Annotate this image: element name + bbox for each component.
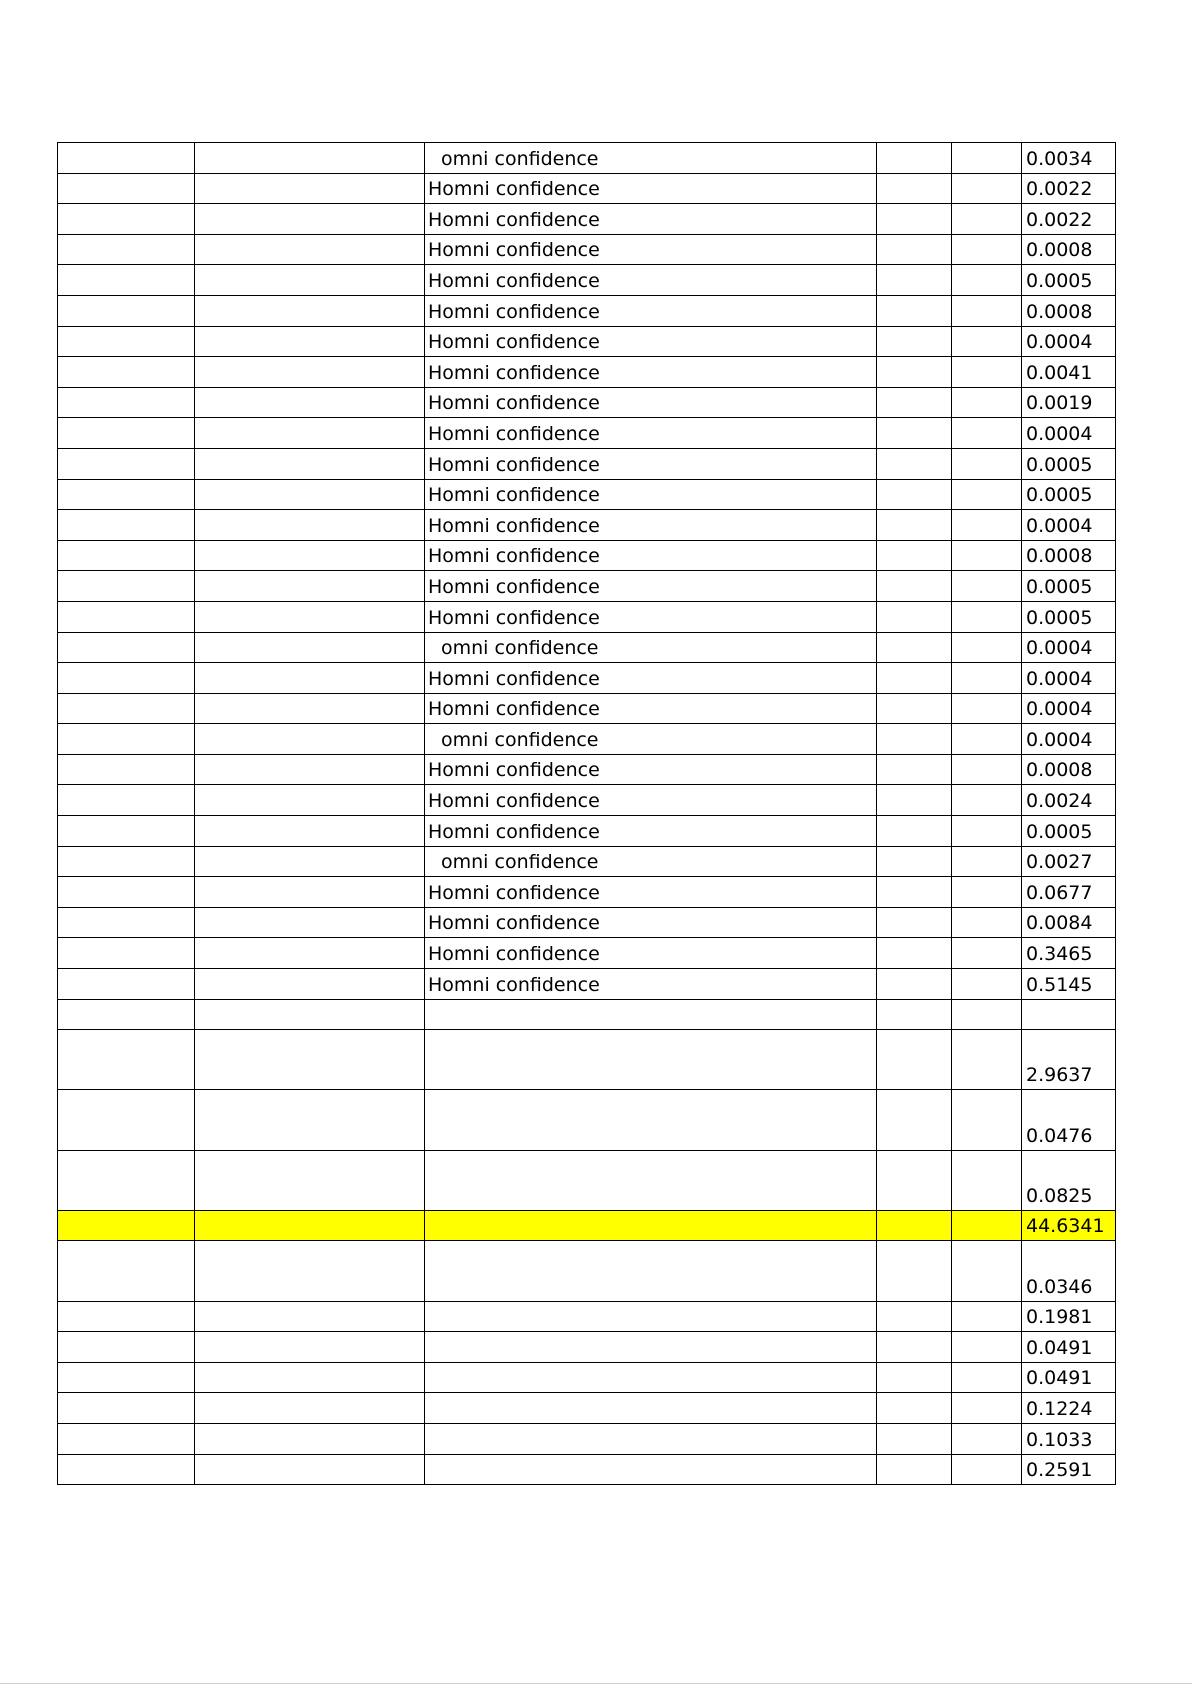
cell-label[interactable]: Homni confidence (425, 418, 877, 449)
cell-value[interactable]: 0.2591 (1022, 1454, 1116, 1485)
cell-col-e[interactable] (952, 846, 1022, 877)
cell-label[interactable] (425, 1301, 877, 1332)
cell-col-b[interactable] (195, 204, 425, 235)
table-row (58, 143, 1116, 174)
cell-col-e[interactable] (952, 969, 1022, 1000)
cell-col-e[interactable] (952, 479, 1022, 510)
cell-col-b[interactable] (195, 357, 425, 388)
cell-col-d[interactable] (877, 448, 952, 479)
cell-value[interactable]: 0.0027 (1022, 846, 1116, 877)
cell-value[interactable]: 0.0022 (1022, 204, 1116, 235)
page-edge-divider (0, 1683, 1192, 1684)
cell-col-b[interactable] (195, 295, 425, 326)
cell-value[interactable]: 0.0041 (1022, 357, 1116, 388)
cell-col-b[interactable] (195, 1301, 425, 1332)
table-row (58, 1241, 1116, 1301)
table-row (58, 785, 1116, 816)
cell-col-d[interactable] (877, 724, 952, 755)
cell-col-e[interactable] (952, 1150, 1022, 1210)
cell-col-a[interactable] (58, 265, 195, 296)
table-row (58, 1150, 1116, 1210)
cell-col-b[interactable] (195, 724, 425, 755)
cell-col-e[interactable] (952, 204, 1022, 235)
cell-label[interactable]: Homni confidence (425, 663, 877, 694)
cell-value[interactable]: 0.1224 (1022, 1393, 1116, 1424)
cell-label[interactable] (425, 1393, 877, 1424)
cell-col-a[interactable] (58, 816, 195, 847)
table-row (58, 632, 1116, 663)
cell-label[interactable] (425, 999, 877, 1030)
cell-col-e[interactable] (952, 724, 1022, 755)
cell-col-e[interactable] (952, 387, 1022, 418)
table-row (58, 1030, 1116, 1090)
cell-col-e[interactable] (952, 754, 1022, 785)
cell-col-b[interactable] (195, 1030, 425, 1090)
cell-col-a[interactable] (58, 173, 195, 204)
cell-col-b[interactable] (195, 632, 425, 663)
cell-col-b[interactable] (195, 418, 425, 449)
cell-col-d[interactable] (877, 479, 952, 510)
cell-label[interactable]: Homni confidence (425, 907, 877, 938)
cell-col-e[interactable] (952, 1301, 1022, 1332)
cell-value[interactable]: 0.0004 (1022, 326, 1116, 357)
cell-label[interactable]: Homni confidence (425, 357, 877, 388)
cell-col-d[interactable] (877, 387, 952, 418)
cell-label[interactable]: Homni confidence (425, 693, 877, 724)
cell-col-b[interactable] (195, 785, 425, 816)
cell-col-e[interactable] (952, 1362, 1022, 1393)
cell-col-d[interactable] (877, 693, 952, 724)
cell-col-a[interactable] (58, 785, 195, 816)
table-row (58, 1454, 1116, 1485)
cell-col-d[interactable] (877, 295, 952, 326)
table-row (58, 663, 1116, 694)
cell-value[interactable]: 0.0004 (1022, 418, 1116, 449)
cell-col-a[interactable] (58, 234, 195, 265)
cell-col-e[interactable] (952, 143, 1022, 174)
cell-value[interactable]: 0.0004 (1022, 510, 1116, 541)
cell-value[interactable]: 0.0004 (1022, 724, 1116, 755)
cell-col-d[interactable] (877, 326, 952, 357)
cell-col-e[interactable] (952, 1030, 1022, 1090)
cell-col-b[interactable] (195, 938, 425, 969)
table-row (58, 816, 1116, 847)
cell-col-b[interactable] (195, 1454, 425, 1485)
cell-value[interactable]: 44.6341 (1022, 1210, 1116, 1241)
cell-label[interactable]: Homni confidence (425, 540, 877, 571)
cell-col-d[interactable] (877, 1150, 952, 1210)
cell-col-e[interactable] (952, 1241, 1022, 1301)
cell-col-e[interactable] (952, 510, 1022, 541)
cell-col-a[interactable] (58, 1332, 195, 1363)
cell-col-d[interactable] (877, 754, 952, 785)
cell-value[interactable]: 0.0008 (1022, 540, 1116, 571)
cell-col-a[interactable] (58, 907, 195, 938)
table-row (58, 1210, 1116, 1241)
cell-label[interactable]: Homni confidence (425, 571, 877, 602)
table-row (58, 418, 1116, 449)
cell-label[interactable] (425, 1030, 877, 1090)
cell-col-e[interactable] (952, 693, 1022, 724)
cell-value[interactable]: 0.0008 (1022, 295, 1116, 326)
cell-col-d[interactable] (877, 969, 952, 1000)
cell-col-d[interactable] (877, 601, 952, 632)
cell-label[interactable]: Homni confidence (425, 938, 877, 969)
cell-col-d[interactable] (877, 1030, 952, 1090)
cell-col-d[interactable] (877, 785, 952, 816)
cell-col-a[interactable] (58, 387, 195, 418)
cell-label[interactable] (425, 1241, 877, 1301)
cell-col-b[interactable] (195, 1423, 425, 1454)
cell-col-b[interactable] (195, 265, 425, 296)
table-body (58, 143, 1116, 1485)
cell-col-a[interactable] (58, 601, 195, 632)
cell-col-e[interactable] (952, 234, 1022, 265)
cell-col-d[interactable] (877, 357, 952, 388)
cell-col-a[interactable] (58, 846, 195, 877)
cell-label[interactable] (425, 1150, 877, 1210)
cell-value[interactable]: 0.0004 (1022, 693, 1116, 724)
table-row (58, 173, 1116, 204)
cell-label[interactable]: omni confidence (425, 724, 877, 755)
cell-col-a[interactable] (58, 724, 195, 755)
cell-value[interactable]: 0.0005 (1022, 265, 1116, 296)
cell-col-d[interactable] (877, 1241, 952, 1301)
cell-col-d[interactable] (877, 571, 952, 602)
cell-col-a[interactable] (58, 204, 195, 235)
cell-col-b[interactable] (195, 1332, 425, 1363)
cell-col-a[interactable] (58, 571, 195, 602)
cell-label[interactable]: Homni confidence (425, 479, 877, 510)
cell-value[interactable]: 0.1033 (1022, 1423, 1116, 1454)
cell-label[interactable]: Homni confidence (425, 785, 877, 816)
cell-value[interactable]: 0.0005 (1022, 601, 1116, 632)
cell-col-b[interactable] (195, 999, 425, 1030)
cell-col-d[interactable] (877, 907, 952, 938)
cell-col-a[interactable] (58, 357, 195, 388)
cell-label[interactable] (425, 1090, 877, 1150)
cell-label[interactable] (425, 1210, 877, 1241)
cell-label[interactable]: Homni confidence (425, 510, 877, 541)
cell-col-a[interactable] (58, 1393, 195, 1424)
cell-col-b[interactable] (195, 969, 425, 1000)
table-row (58, 754, 1116, 785)
cell-col-b[interactable] (195, 877, 425, 908)
cell-col-d[interactable] (877, 510, 952, 541)
cell-value[interactable]: 0.5145 (1022, 969, 1116, 1000)
table-row (58, 479, 1116, 510)
cell-col-b[interactable] (195, 479, 425, 510)
cell-col-b[interactable] (195, 540, 425, 571)
cell-value[interactable]: 0.0084 (1022, 907, 1116, 938)
cell-col-a[interactable] (58, 1362, 195, 1393)
cell-value[interactable]: 0.0019 (1022, 387, 1116, 418)
table-row (58, 724, 1116, 755)
cell-col-a[interactable] (58, 632, 195, 663)
cell-value[interactable]: 0.0491 (1022, 1362, 1116, 1393)
cell-label[interactable]: Homni confidence (425, 173, 877, 204)
cell-value[interactable]: 0.0004 (1022, 632, 1116, 663)
cell-col-d[interactable] (877, 265, 952, 296)
cell-col-a[interactable] (58, 1241, 195, 1301)
cell-value[interactable] (1022, 999, 1116, 1030)
cell-label[interactable]: Homni confidence (425, 265, 877, 296)
cell-col-e[interactable] (952, 448, 1022, 479)
table-row (58, 1423, 1116, 1454)
cell-col-e[interactable] (952, 173, 1022, 204)
cell-col-a[interactable] (58, 969, 195, 1000)
table-row (58, 326, 1116, 357)
cell-col-d[interactable] (877, 1362, 952, 1393)
cell-value[interactable]: 2.9637 (1022, 1030, 1116, 1090)
cell-col-e[interactable] (952, 999, 1022, 1030)
cell-col-e[interactable] (952, 1454, 1022, 1485)
cell-col-b[interactable] (195, 1241, 425, 1301)
cell-col-b[interactable] (195, 846, 425, 877)
cell-col-a[interactable] (58, 1030, 195, 1090)
cell-col-a[interactable] (58, 1210, 195, 1241)
cell-col-e[interactable] (952, 907, 1022, 938)
table-row (58, 1362, 1116, 1393)
table-row (58, 387, 1116, 418)
cell-col-e[interactable] (952, 1090, 1022, 1150)
cell-label[interactable]: Homni confidence (425, 969, 877, 1000)
cell-col-d[interactable] (877, 1423, 952, 1454)
table-row (58, 357, 1116, 388)
cell-col-d[interactable] (877, 234, 952, 265)
cell-col-b[interactable] (195, 663, 425, 694)
cell-col-b[interactable] (195, 1090, 425, 1150)
cell-col-d[interactable] (877, 1210, 952, 1241)
cell-col-e[interactable] (952, 877, 1022, 908)
cell-col-a[interactable] (58, 510, 195, 541)
cell-col-e[interactable] (952, 295, 1022, 326)
cell-label[interactable]: Homni confidence (425, 754, 877, 785)
cell-label[interactable]: omni confidence (425, 846, 877, 877)
cell-col-e[interactable] (952, 571, 1022, 602)
cell-col-b[interactable] (195, 571, 425, 602)
cell-value[interactable]: 0.0491 (1022, 1332, 1116, 1363)
cell-col-a[interactable] (58, 1150, 195, 1210)
cell-label[interactable] (425, 1454, 877, 1485)
table-row (58, 969, 1116, 1000)
cell-label[interactable] (425, 1332, 877, 1363)
cell-value[interactable]: 0.0022 (1022, 173, 1116, 204)
cell-col-d[interactable] (877, 1301, 952, 1332)
cell-col-a[interactable] (58, 999, 195, 1030)
cell-col-b[interactable] (195, 1210, 425, 1241)
cell-col-d[interactable] (877, 1393, 952, 1424)
cell-col-a[interactable] (58, 1423, 195, 1454)
cell-col-e[interactable] (952, 418, 1022, 449)
cell-label[interactable]: Homni confidence (425, 601, 877, 632)
cell-col-a[interactable] (58, 1090, 195, 1150)
cell-label[interactable] (425, 1423, 877, 1454)
cell-col-d[interactable] (877, 846, 952, 877)
cell-col-d[interactable] (877, 877, 952, 908)
table-row (58, 846, 1116, 877)
cell-col-b[interactable] (195, 234, 425, 265)
cell-col-b[interactable] (195, 326, 425, 357)
cell-label[interactable]: Homni confidence (425, 204, 877, 235)
cell-col-e[interactable] (952, 632, 1022, 663)
cell-value[interactable]: 0.0005 (1022, 816, 1116, 847)
cell-value[interactable]: 0.0034 (1022, 143, 1116, 174)
table-row (58, 601, 1116, 632)
cell-value[interactable]: 0.1981 (1022, 1301, 1116, 1332)
cell-col-d[interactable] (877, 938, 952, 969)
cell-value[interactable]: 0.0825 (1022, 1150, 1116, 1210)
table-row (58, 907, 1116, 938)
table-row (58, 877, 1116, 908)
cell-col-b[interactable] (195, 693, 425, 724)
table-row (58, 938, 1116, 969)
cell-col-e[interactable] (952, 663, 1022, 694)
cell-label[interactable]: Homni confidence (425, 877, 877, 908)
cell-col-a[interactable] (58, 877, 195, 908)
cell-value[interactable]: 0.0476 (1022, 1090, 1116, 1150)
cell-col-a[interactable] (58, 326, 195, 357)
cell-col-d[interactable] (877, 143, 952, 174)
cell-col-b[interactable] (195, 1393, 425, 1424)
cell-col-d[interactable] (877, 816, 952, 847)
cell-col-e[interactable] (952, 1423, 1022, 1454)
cell-value[interactable]: 0.0005 (1022, 571, 1116, 602)
cell-label[interactable] (425, 1362, 877, 1393)
cell-col-d[interactable] (877, 418, 952, 449)
cell-col-b[interactable] (195, 448, 425, 479)
cell-label[interactable]: omni confidence (425, 632, 877, 663)
cell-label[interactable]: Homni confidence (425, 448, 877, 479)
cell-value[interactable]: 0.0008 (1022, 234, 1116, 265)
cell-value[interactable]: 0.0005 (1022, 448, 1116, 479)
table-row (58, 540, 1116, 571)
cell-col-a[interactable] (58, 295, 195, 326)
cell-col-e[interactable] (952, 265, 1022, 296)
cell-col-d[interactable] (877, 173, 952, 204)
table-row (58, 1332, 1116, 1363)
cell-col-b[interactable] (195, 143, 425, 174)
cell-col-b[interactable] (195, 601, 425, 632)
table-row (58, 234, 1116, 265)
table-row (58, 448, 1116, 479)
cell-col-d[interactable] (877, 204, 952, 235)
cell-col-b[interactable] (195, 510, 425, 541)
cell-label[interactable]: Homni confidence (425, 234, 877, 265)
cell-label[interactable]: omni confidence (425, 143, 877, 174)
cell-value[interactable]: 0.0024 (1022, 785, 1116, 816)
cell-col-d[interactable] (877, 663, 952, 694)
cell-value[interactable]: 0.0346 (1022, 1241, 1116, 1301)
cell-col-d[interactable] (877, 1454, 952, 1485)
cell-value[interactable]: 0.3465 (1022, 938, 1116, 969)
cell-col-b[interactable] (195, 1150, 425, 1210)
cell-value[interactable]: 0.0004 (1022, 663, 1116, 694)
cell-col-a[interactable] (58, 693, 195, 724)
cell-label[interactable]: Homni confidence (425, 295, 877, 326)
cell-col-e[interactable] (952, 326, 1022, 357)
cell-col-d[interactable] (877, 632, 952, 663)
cell-col-b[interactable] (195, 754, 425, 785)
cell-col-e[interactable] (952, 601, 1022, 632)
table-row (58, 510, 1116, 541)
cell-col-e[interactable] (952, 785, 1022, 816)
table-row (58, 295, 1116, 326)
table-row (58, 571, 1116, 602)
cell-value[interactable]: 0.0005 (1022, 479, 1116, 510)
cell-col-d[interactable] (877, 540, 952, 571)
cell-col-a[interactable] (58, 754, 195, 785)
cell-value[interactable]: 0.0008 (1022, 754, 1116, 785)
cell-col-b[interactable] (195, 907, 425, 938)
cell-value[interactable]: 0.0677 (1022, 877, 1116, 908)
cell-col-b[interactable] (195, 1362, 425, 1393)
cell-col-a[interactable] (58, 1301, 195, 1332)
cell-col-d[interactable] (877, 1332, 952, 1363)
cell-label[interactable]: Homni confidence (425, 816, 877, 847)
cell-col-a[interactable] (58, 1454, 195, 1485)
cell-col-e[interactable] (952, 816, 1022, 847)
table-row (58, 1393, 1116, 1424)
table-row (58, 999, 1116, 1030)
cell-col-e[interactable] (952, 938, 1022, 969)
cell-label[interactable]: Homni confidence (425, 387, 877, 418)
cell-col-a[interactable] (58, 938, 195, 969)
cell-col-a[interactable] (58, 418, 195, 449)
table-row (58, 1301, 1116, 1332)
cell-col-e[interactable] (952, 1332, 1022, 1363)
table-row (58, 265, 1116, 296)
cell-col-e[interactable] (952, 1210, 1022, 1241)
cell-col-b[interactable] (195, 173, 425, 204)
cell-col-a[interactable] (58, 479, 195, 510)
cell-col-e[interactable] (952, 540, 1022, 571)
cell-col-d[interactable] (877, 1090, 952, 1150)
spreadsheet-table (57, 142, 1116, 1485)
cell-col-e[interactable] (952, 357, 1022, 388)
table-row (58, 1090, 1116, 1150)
cell-col-d[interactable] (877, 999, 952, 1030)
cell-col-a[interactable] (58, 540, 195, 571)
cell-col-a[interactable] (58, 143, 195, 174)
cell-col-a[interactable] (58, 663, 195, 694)
cell-label[interactable]: Homni confidence (425, 326, 877, 357)
cell-col-a[interactable] (58, 448, 195, 479)
table-row (58, 693, 1116, 724)
cell-col-b[interactable] (195, 387, 425, 418)
cell-col-b[interactable] (195, 816, 425, 847)
cell-col-e[interactable] (952, 1393, 1022, 1424)
table-row (58, 204, 1116, 235)
